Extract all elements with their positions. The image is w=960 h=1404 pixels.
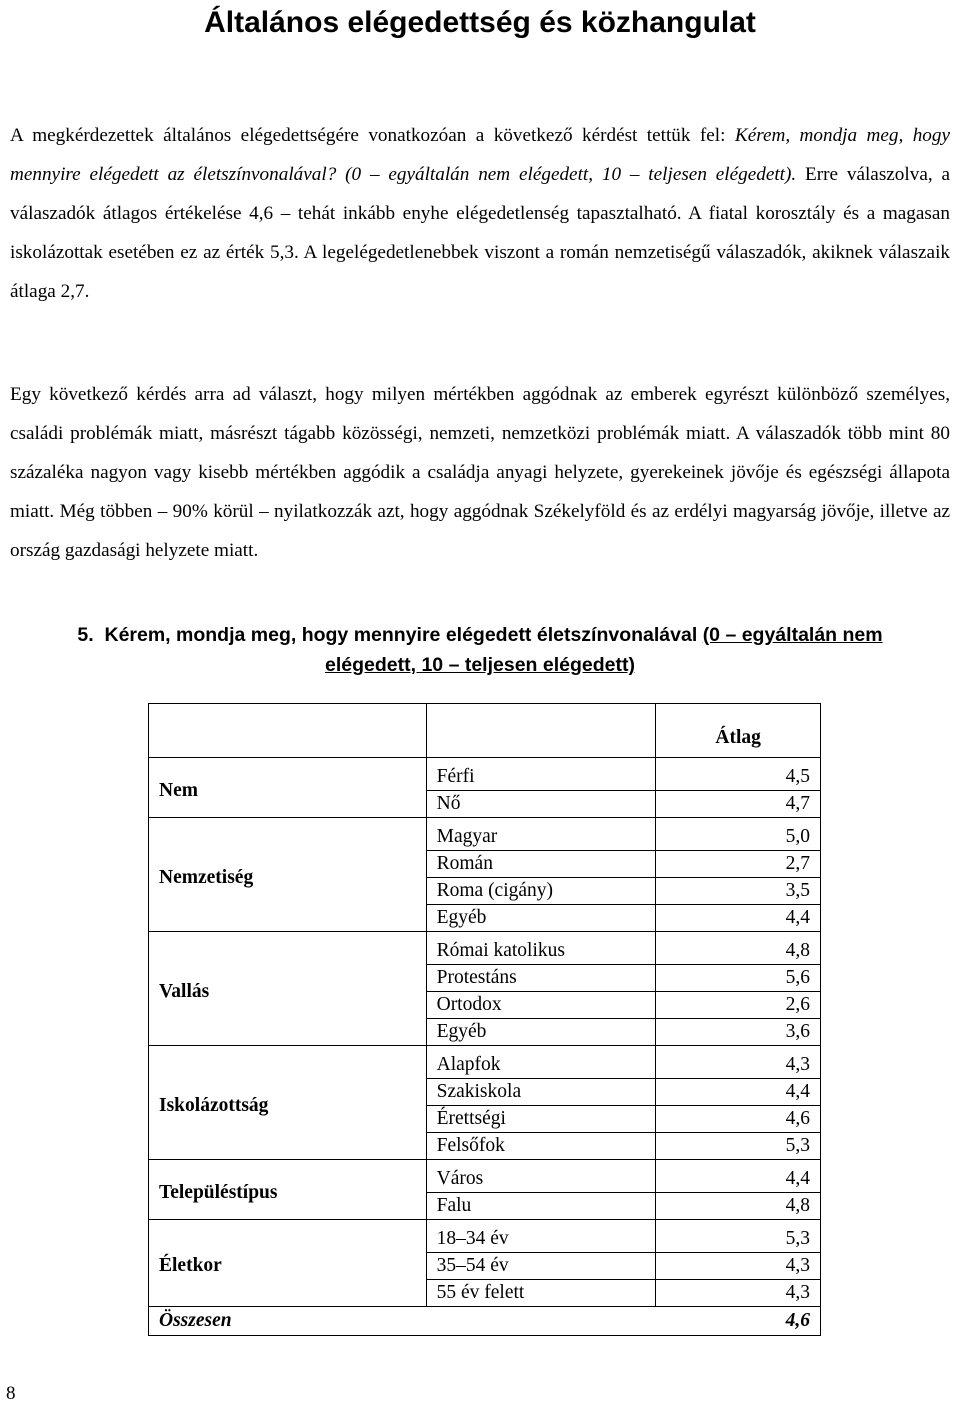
category-label: Alapfok [426,1052,656,1079]
header-average: Átlag [656,704,821,758]
table-row [149,1226,821,1253]
table-row [149,1166,821,1193]
category-label: Férfi [426,764,656,791]
average-value: 4,4 [656,1079,821,1106]
page-title: Általános elégedettség és közhangulat [204,6,756,39]
group-label: Iskolázottság [149,1052,427,1160]
average-value: 5,0 [656,824,821,851]
category-label: Egyéb [426,905,656,932]
question-text: Kérem, mondja meg, hogy mennyire elégedett életszínvonalával [104,624,698,646]
average-value: 4,8 [656,1193,821,1220]
average-value: 5,6 [656,965,821,992]
group-label: Településtípus [149,1166,427,1220]
average-value: 4,3 [656,1280,821,1307]
header-empty-cell [149,704,427,758]
category-label: Felsőfok [426,1133,656,1160]
category-label: Falu [426,1193,656,1220]
category-label: Román [426,851,656,878]
category-label: Érettségi [426,1106,656,1133]
category-label: Szakiskola [426,1079,656,1106]
category-label: Roma (cigány) [426,878,656,905]
worries-paragraph: Egy következő kérdés arra ad választ, hogy milyen mértékben aggódnak az emberek egyrészt különböző személyes, családi problémák miatt, másrészt tágabb közösségi, nemzeti, nemzetközi problémák miatt. A válaszadók több mint 80 százaléka nagyon vagy kisebb mértékben aggódik a családja anyagi helyzete, gyerekeinek jövője és egészségi állapota miatt. Még többen – 90% körül – nyilatkozzák azt, hogy aggódnak Székelyföld és az erdélyi magyarság jövője, illetve az ország gazdasági helyzete miatt. [10,384,950,561]
total-row [149,1307,821,1336]
survey-question-italic: Kérem, mondja meg, hogy mennyire elégedett az életszínvonalával? (0 – egyáltalán nem elégedett, 10 – teljesen elégedett). [10,125,950,185]
header-empty-cell [426,704,656,758]
group-label: Életkor [149,1226,427,1307]
table-row [149,1052,821,1079]
average-value: 3,6 [656,1019,821,1046]
average-value: 4,8 [656,938,821,965]
group-label: Nemzetiség [149,824,427,932]
intro-text-rest: Erre válaszolva, a válaszadók átlagos értékelése 4,6 – tehát inkább enyhe elégedetlenség tapasztalható. A fiatal korosztály és a magasan iskolázottak esetében ez az érték 5,3. A legelégedetlenebbek viszont a román nemzetiségű válaszadók, akiknek válaszaik átlaga 2,7. [10,164,950,302]
intro-paragraph [10,116,950,311]
question-scale-b: elégedett, 10 – teljesen elégedett) [325,654,635,676]
average-value: 5,3 [656,1133,821,1160]
average-value: 4,7 [656,791,821,818]
page-number: 8 [6,1383,16,1404]
average-value: 2,7 [656,851,821,878]
average-value: 5,3 [656,1226,821,1253]
group-label: Vallás [149,938,427,1046]
question-number: 5. [77,624,94,646]
category-label: 18–34 év [426,1226,656,1253]
average-value: 2,6 [656,992,821,1019]
total-label: Összesen [149,1307,656,1336]
category-label: 35–54 év [426,1253,656,1280]
average-value: 4,3 [656,1253,821,1280]
category-label: 55 év felett [426,1280,656,1307]
table-row [149,824,821,851]
table-row [149,764,821,791]
satisfaction-table [148,703,821,1336]
category-label: Ortodox [426,992,656,1019]
table-row [149,938,821,965]
average-value: 4,5 [656,764,821,791]
category-label: Egyéb [426,1019,656,1046]
category-label: Nő [426,791,656,818]
average-value: 4,4 [656,1166,821,1193]
question-scale-a: (0 – egyáltalán nem [702,624,883,646]
average-value: 4,6 [656,1106,821,1133]
average-value: 3,5 [656,878,821,905]
category-label: Magyar [426,824,656,851]
group-label: Nem [149,764,427,818]
category-label: Római katolikus [426,938,656,965]
question-heading [0,620,960,680]
intro-text: A megkérdezettek általános elégedettségére vonatkozóan a következő kérdést tettük fel: [10,125,735,146]
category-label: Protestáns [426,965,656,992]
average-value: 4,4 [656,905,821,932]
average-value: 4,3 [656,1052,821,1079]
total-value: 4,6 [656,1307,821,1336]
table-header-row [149,704,821,758]
category-label: Város [426,1166,656,1193]
